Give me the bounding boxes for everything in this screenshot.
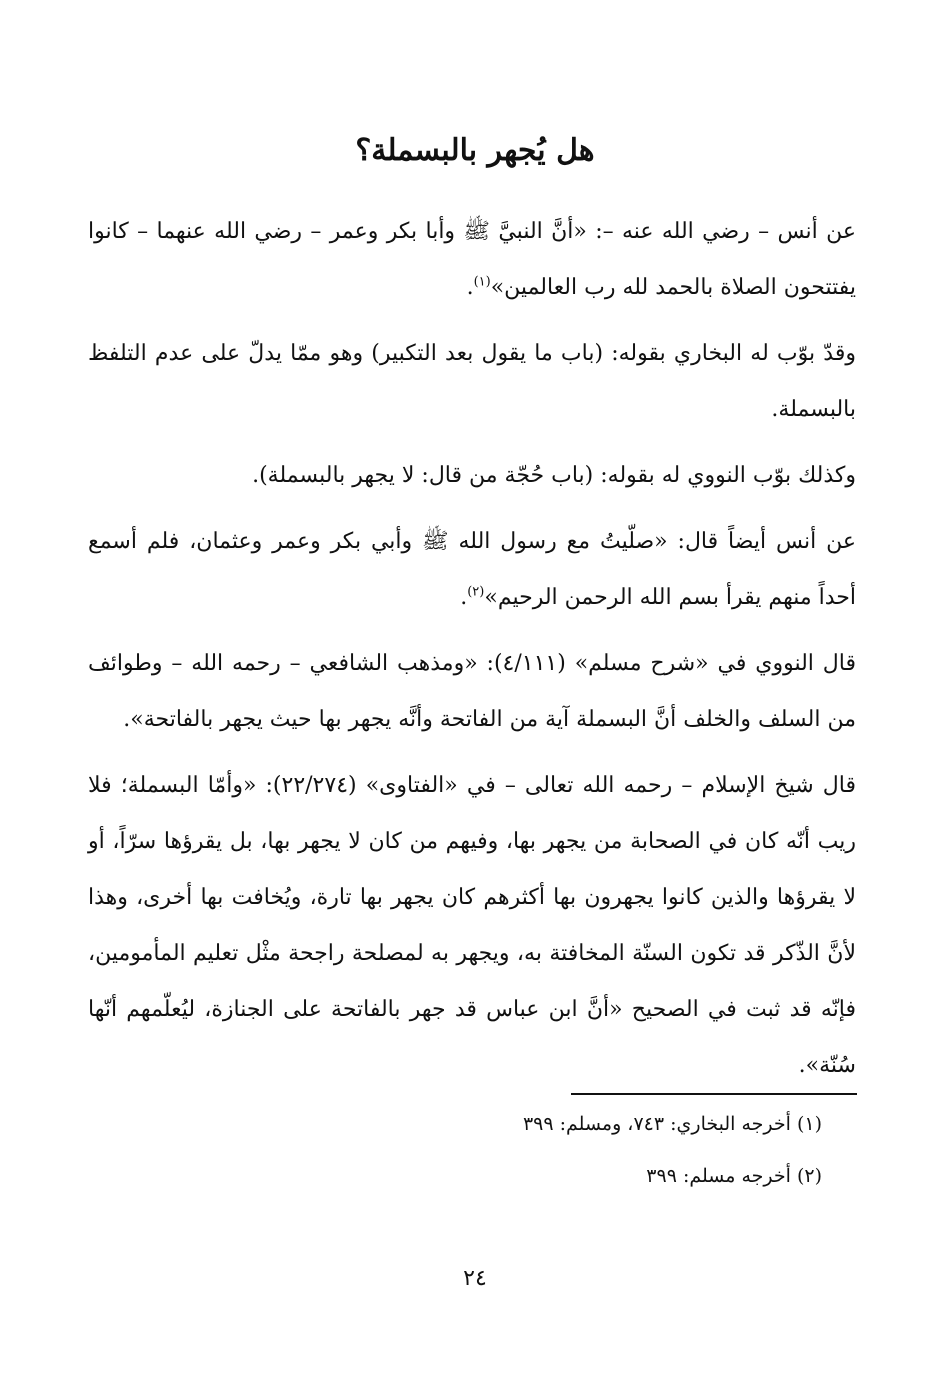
paragraph-text: وكذلك بوّب النووي له بقوله: (باب حُجّة من قال: لا يجهر بالبسملة). xyxy=(252,463,856,488)
footnotes xyxy=(262,1108,822,1212)
paragraph-text: قال النووي في «شرح مسلم» (٤/١١١): «ومذهب الشافعي – رحمه الله – وطوائف من السلف والخلف أنَّ البسملة آية من الفاتحة وأنَّه يجهر بها حيث يجهر بالفاتحة». xyxy=(88,651,856,732)
paragraph-ibn-taymiyyah-quote xyxy=(88,758,856,1094)
footnote-divider xyxy=(571,1093,857,1095)
footnote-2: (٢) أخرجه مسلم: ٣٩٩ xyxy=(646,1165,822,1187)
paragraph-text: عن أنس أيضاً قال: «صلّيتُ مع رسول الله ﷺ وأبي بكر وعمر وعثمان، فلم أسمع أحداً منهم يقرأ بسم الله الرحمن الرحيم» xyxy=(88,529,856,610)
paragraph-text: عن أنس – رضي الله عنه –: «أنَّ النبيَّ ﷺ وأبا بكر وعمر – رضي الله عنهما – كانوا يفتتحون الصلاة بالحمد لله رب العالمين» xyxy=(88,219,856,300)
paragraph-text: قال شيخ الإسلام – رحمه الله تعالى – في «الفتاوى» (٢٢/٢٧٤): «وأمّا البسملة؛ فلا ريب أنّه كان في الصحابة من يجهر بها، وفيهم من كان لا يجهر بها، بل يقرؤها سرّاً، أو لا يقرؤها والذين كانوا يجهرون بها أكثرهم كان يجهر بها تارة، ويُخافت بها أخرى، وهذا لأنَّ الذّكر قد تكون السنّة المخافتة به، ويجهر به لمصلحة راجحة مثْل تعليم المأمومين، فإنّه قد ثبت في الصحيح «أنَّ ابن عباس قد جهر بالفاتحة على الجنازة، ليُعلّمهم أنّها سُنّة». xyxy=(88,773,856,1078)
paragraph-nawawi-chapter xyxy=(88,448,856,504)
page-number: ٢٤ xyxy=(463,1266,487,1291)
paragraph-bukhari-chapter xyxy=(88,326,856,438)
paragraph-tail: . xyxy=(466,275,474,300)
footnote-reference: (١) xyxy=(473,274,491,290)
footnote-reference: (٢) xyxy=(467,584,485,600)
footnote-1: (١) أخرجه البخاري: ٧٤٣، ومسلم: ٣٩٩ xyxy=(522,1113,822,1135)
paragraph-nawawi-quote xyxy=(88,636,856,748)
paragraph-anas-hadith xyxy=(88,204,856,316)
body-text xyxy=(88,204,856,1104)
paragraph-tail: . xyxy=(460,585,468,610)
page-title: هل يُجهر بالبسملة؟ xyxy=(355,133,595,168)
paragraph-text: وقدّ بوّب له البخاري بقوله: (باب ما يقول بعد التكبير) وهو ممّا يدلّ على عدم التلفظ بالبسملة. xyxy=(88,341,856,422)
paragraph-anas-second-hadith xyxy=(88,514,856,626)
